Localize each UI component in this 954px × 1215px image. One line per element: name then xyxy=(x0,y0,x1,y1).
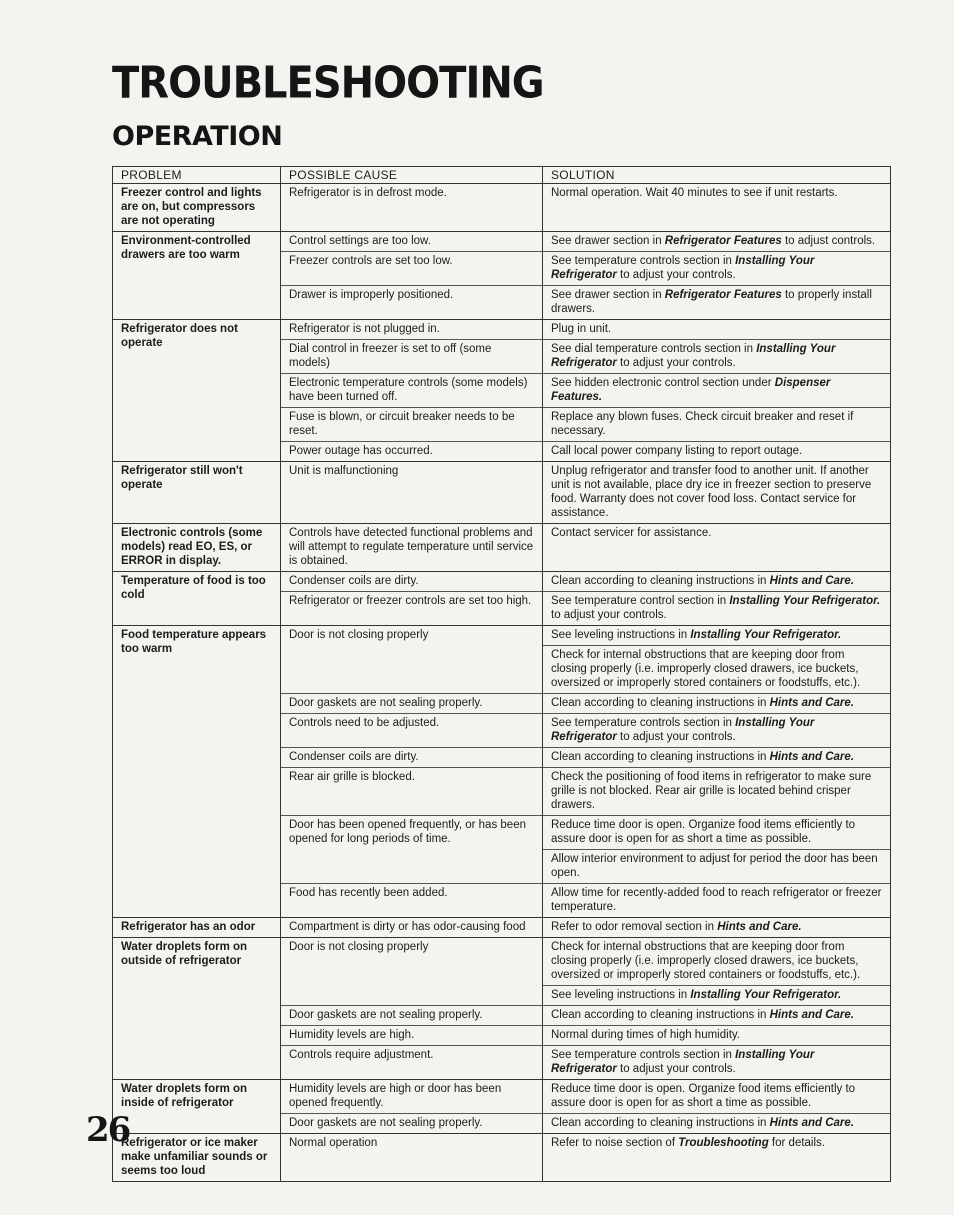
solution-text: Clean according to cleaning instructions in xyxy=(551,1009,770,1021)
section-reference: Installing Your Refrigerator. xyxy=(690,629,842,641)
solution-text: See dial temperature controls section in xyxy=(551,343,757,355)
solution-text: Allow time for recently-added food to reach refrigerator or freezer temperature. xyxy=(551,887,882,913)
cause-cell: Door has been opened frequently, or has been opened for long periods of time. xyxy=(281,816,543,850)
cause-cell xyxy=(281,646,543,694)
solution-cell xyxy=(543,850,891,884)
solution-cell xyxy=(543,184,891,232)
table-row xyxy=(113,572,891,592)
solution-cell xyxy=(543,340,891,374)
table-row xyxy=(113,1134,891,1182)
table-header-row xyxy=(113,167,891,184)
table-row xyxy=(113,938,891,986)
cause-cell: Unit is malfunctioning xyxy=(281,462,543,524)
solution-cell xyxy=(543,768,891,816)
solution-text: Refer to noise section of xyxy=(551,1137,679,1149)
solution-cell xyxy=(543,694,891,714)
solution-cell xyxy=(543,1006,891,1026)
solution-text: Check for internal obstructions that are keeping door from closing properly (i.e. improperly closed drawers, ice buckets, oversized or improperly stored containers or foodstuffs, etc.). xyxy=(551,941,861,981)
section-reference: Hints and Care. xyxy=(769,751,854,763)
solution-cell xyxy=(543,320,891,340)
solution-text: to adjust your controls. xyxy=(551,609,667,621)
solution-cell xyxy=(543,1134,891,1182)
problem-cell: Refrigerator still won't operate xyxy=(113,462,281,524)
problem-cell: Food temperature appears too warm xyxy=(113,626,281,918)
cause-cell: Door is not closing properly xyxy=(281,626,543,646)
solution-text: to properly install drawers. xyxy=(551,289,872,315)
solution-text: Refer to odor removal section in xyxy=(551,921,718,933)
solution-text: Reduce time door is open. Organize food items efficiently to assure door is open for as short a time as possible. xyxy=(551,1083,856,1109)
troubleshooting-table xyxy=(112,166,891,1182)
cause-cell: Refrigerator is not plugged in. xyxy=(281,320,543,340)
solution-cell xyxy=(543,524,891,572)
section-title: OPERATION xyxy=(112,121,283,152)
header-problem: PROBLEM xyxy=(113,167,281,184)
table-body xyxy=(113,184,891,1182)
table-row xyxy=(113,232,891,252)
solution-text: Clean according to cleaning instructions in xyxy=(551,1117,770,1129)
section-reference: Troubleshooting xyxy=(678,1137,769,1149)
cause-cell: Condenser coils are dirty. xyxy=(281,748,543,768)
page-title: TROUBLESHOOTING xyxy=(112,58,544,109)
solution-cell xyxy=(543,816,891,850)
table-row xyxy=(113,462,891,524)
section-reference: Installing Your Refrigerator. xyxy=(690,989,842,1001)
solution-cell xyxy=(543,232,891,252)
solution-text: See temperature controls section in xyxy=(551,1049,736,1061)
cause-cell: Compartment is dirty or has odor-causing food xyxy=(281,918,543,938)
solution-cell xyxy=(543,286,891,320)
solution-text: Clean according to cleaning instructions in xyxy=(551,751,770,763)
solution-cell xyxy=(543,1046,891,1080)
solution-cell xyxy=(543,1026,891,1046)
solution-text: for details. xyxy=(768,1137,825,1149)
cause-cell: Dial control in freezer is set to off (some models) xyxy=(281,340,543,374)
solution-cell xyxy=(543,408,891,442)
problem-cell: Environment-controlled drawers are too warm xyxy=(113,232,281,320)
cause-cell: Electronic temperature controls (some models) have been turned off. xyxy=(281,374,543,408)
cause-cell: Fuse is blown, or circuit breaker needs to be reset. xyxy=(281,408,543,442)
troubleshooting-table-container xyxy=(112,166,890,1182)
solution-cell xyxy=(543,252,891,286)
solution-cell xyxy=(543,1114,891,1134)
solution-text: Allow interior environment to adjust for period the door has been open. xyxy=(551,853,878,879)
solution-cell xyxy=(543,626,891,646)
table-row xyxy=(113,524,891,572)
section-reference: Hints and Care. xyxy=(769,575,854,587)
solution-text: Clean according to cleaning instructions in xyxy=(551,575,770,587)
solution-cell xyxy=(543,572,891,592)
solution-text: Contact servicer for assistance. xyxy=(551,527,712,539)
section-reference: Installing Your Refrigerator xyxy=(551,255,815,281)
solution-text: Unplug refrigerator and transfer food to another unit. If another unit is not available, place dry ice in freezer section to preserve food. Warranty does not cover food loss. Contact service for assistance. xyxy=(551,465,872,519)
cause-cell: Controls have detected functional problems and will attempt to regulate temperature until service is obtained. xyxy=(281,524,543,572)
solution-text: Call local power company listing to report outage. xyxy=(551,445,803,457)
cause-cell: Door gaskets are not sealing properly. xyxy=(281,1114,543,1134)
problem-cell: Temperature of food is too cold xyxy=(113,572,281,626)
table-row xyxy=(113,320,891,340)
solution-cell xyxy=(543,592,891,626)
solution-cell xyxy=(543,918,891,938)
solution-text: See leveling instructions in xyxy=(551,629,691,641)
problem-cell: Water droplets form on inside of refrigerator xyxy=(113,1080,281,1134)
solution-cell xyxy=(543,374,891,408)
problem-cell: Water droplets form on outside of refrigerator xyxy=(113,938,281,1080)
solution-cell xyxy=(543,884,891,918)
table-row xyxy=(113,184,891,232)
solution-cell xyxy=(543,714,891,748)
solution-text: Plug in unit. xyxy=(551,323,612,335)
cause-cell xyxy=(281,986,543,1006)
problem-cell: Refrigerator has an odor xyxy=(113,918,281,938)
cause-cell: Freezer controls are set too low. xyxy=(281,252,543,286)
section-reference: Refrigerator Features xyxy=(664,289,782,301)
section-reference: Hints and Care. xyxy=(769,1009,854,1021)
page-number: 26 xyxy=(86,1110,130,1150)
section-reference: Dispenser Features. xyxy=(551,377,831,403)
table-row xyxy=(113,918,891,938)
cause-cell: Food has recently been added. xyxy=(281,884,543,918)
section-reference: Hints and Care. xyxy=(717,921,802,933)
problem-cell: Freezer control and lights are on, but compressors are not operating xyxy=(113,184,281,232)
cause-cell: Humidity levels are high. xyxy=(281,1026,543,1046)
section-reference: Installing Your Refrigerator xyxy=(551,343,836,369)
cause-cell: Refrigerator is in defrost mode. xyxy=(281,184,543,232)
section-reference: Hints and Care. xyxy=(769,1117,854,1129)
section-reference: Installing Your Refrigerator xyxy=(551,717,815,743)
solution-cell xyxy=(543,748,891,768)
table-row xyxy=(113,626,891,646)
solution-text: Reduce time door is open. Organize food items efficiently to assure door is open for as short a time as possible. xyxy=(551,819,856,845)
section-reference: Installing Your Refrigerator xyxy=(551,1049,815,1075)
cause-cell: Control settings are too low. xyxy=(281,232,543,252)
solution-text: to adjust your controls. xyxy=(616,357,736,369)
solution-text: to adjust controls. xyxy=(781,235,876,247)
cause-cell: Door gaskets are not sealing properly. xyxy=(281,1006,543,1026)
cause-cell: Door is not closing properly xyxy=(281,938,543,986)
problem-cell: Refrigerator does not operate xyxy=(113,320,281,462)
problem-cell: Electronic controls (some models) read EO, ES, or ERROR in display. xyxy=(113,524,281,572)
header-possible-cause: POSSIBLE CAUSE xyxy=(281,167,543,184)
cause-cell: Refrigerator or freezer controls are set too high. xyxy=(281,592,543,626)
solution-text: See hidden electronic control section under xyxy=(551,377,775,389)
section-reference: Refrigerator Features xyxy=(664,235,782,247)
solution-text: See temperature control section in xyxy=(551,595,730,607)
solution-text: See temperature controls section in xyxy=(551,717,736,729)
cause-cell: Controls need to be adjusted. xyxy=(281,714,543,748)
solution-cell xyxy=(543,1080,891,1114)
section-reference: Installing Your Refrigerator. xyxy=(729,595,881,607)
solution-text: to adjust your controls. xyxy=(616,1063,736,1075)
cause-cell: Humidity levels are high or door has been opened frequently. xyxy=(281,1080,543,1114)
solution-text: See drawer section in xyxy=(551,289,665,301)
problem-cell: Refrigerator or ice maker make unfamiliar sounds or seems too loud xyxy=(113,1134,281,1182)
solution-text: See temperature controls section in xyxy=(551,255,736,267)
solution-text: to adjust your controls. xyxy=(616,731,736,743)
solution-text: See leveling instructions in xyxy=(551,989,691,1001)
cause-cell: Normal operation xyxy=(281,1134,543,1182)
table-row xyxy=(113,1080,891,1114)
cause-cell xyxy=(281,850,543,884)
solution-text: Normal operation. Wait 40 minutes to see if unit restarts. xyxy=(551,187,838,199)
cause-cell: Controls require adjustment. xyxy=(281,1046,543,1080)
solution-cell xyxy=(543,986,891,1006)
cause-cell: Condenser coils are dirty. xyxy=(281,572,543,592)
solution-text: See drawer section in xyxy=(551,235,665,247)
solution-text: Check the positioning of food items in refrigerator to make sure grille is not blocked. Rear air grille is located behind crisper drawers. xyxy=(551,771,872,811)
solution-cell xyxy=(543,938,891,986)
solution-cell xyxy=(543,442,891,462)
solution-text: Clean according to cleaning instructions in xyxy=(551,697,770,709)
solution-text: Replace any blown fuses. Check circuit breaker and reset if necessary. xyxy=(551,411,854,437)
solution-cell xyxy=(543,646,891,694)
solution-cell xyxy=(543,462,891,524)
cause-cell: Rear air grille is blocked. xyxy=(281,768,543,816)
section-reference: Hints and Care. xyxy=(769,697,854,709)
cause-cell: Drawer is improperly positioned. xyxy=(281,286,543,320)
cause-cell: Door gaskets are not sealing properly. xyxy=(281,694,543,714)
solution-text: Normal during times of high humidity. xyxy=(551,1029,740,1041)
solution-text: Check for internal obstructions that are keeping door from closing properly (i.e. improperly closed drawers, ice buckets, oversized or improperly stored containers or foodstuffs, etc.). xyxy=(551,649,861,689)
cause-cell: Power outage has occurred. xyxy=(281,442,543,462)
header-solution: SOLUTION xyxy=(543,167,891,184)
solution-text: to adjust your controls. xyxy=(616,269,736,281)
